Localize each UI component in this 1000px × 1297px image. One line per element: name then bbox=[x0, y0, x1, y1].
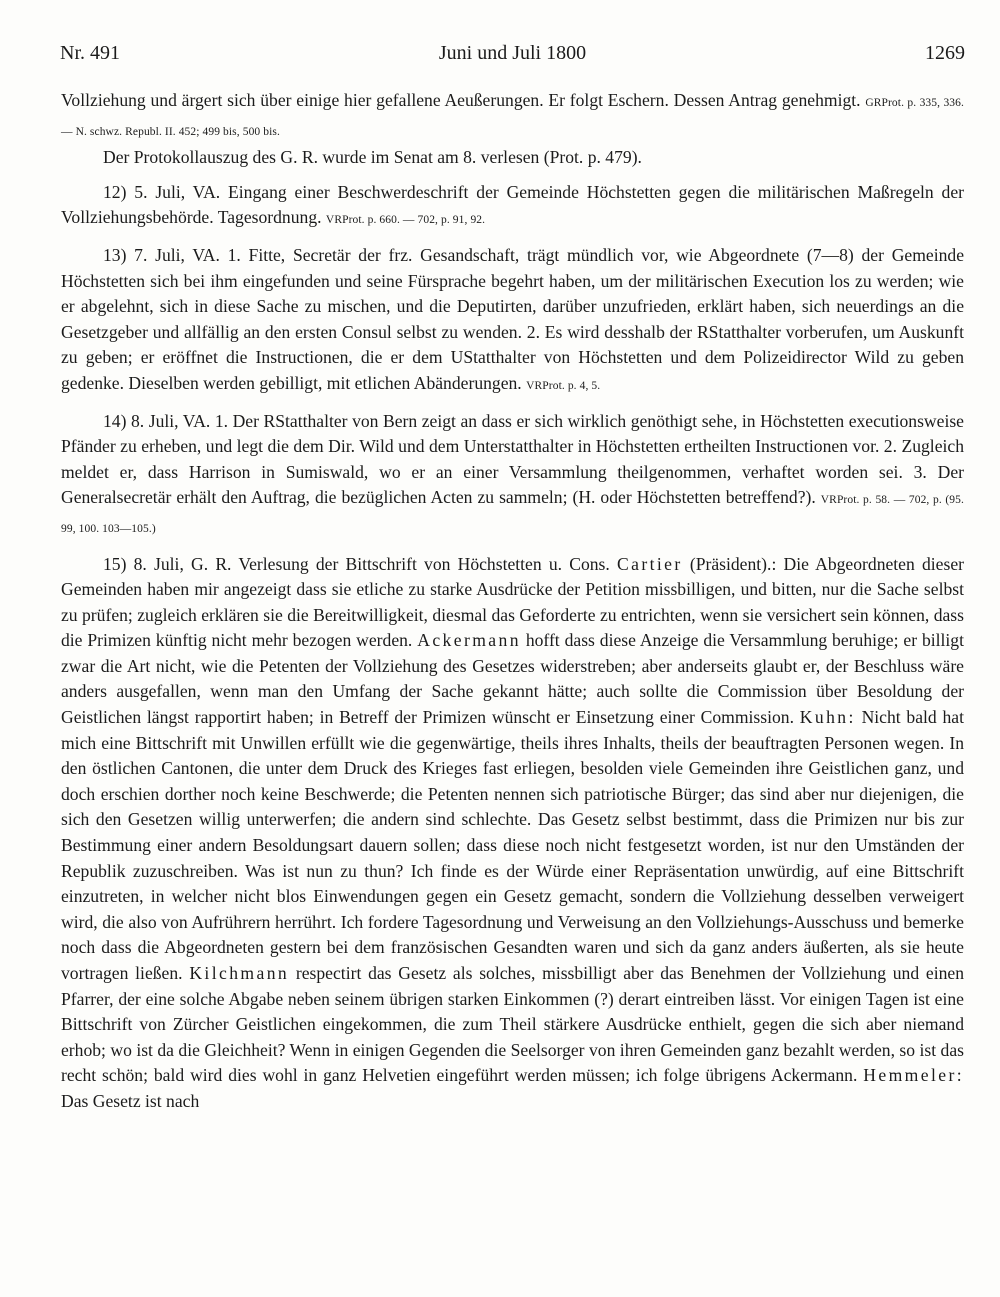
speaker-name: Hemmeler: bbox=[863, 1065, 964, 1086]
document-number: Nr. 491 bbox=[60, 42, 120, 64]
paragraph-text: hofft dass diese Anzeige die Versammlung beruhige; er billigt zwar die Art nicht, wie die Petenten der Vollziehung des Gesetzes widerstreben; aber anderseits glaubt er, der Beschluss wäre anders ausgefallen, wenn man den Umfang der Sache gekannt hätte; auch sollte die Commission über Besoldung der Geistlichen längst rapportirt haben; in Betreff der Primizen wünscht er Einsetzung einer Commission. bbox=[61, 630, 964, 728]
paragraph-text: 12) 5. Juli, VA. Eingang einer Beschwerdeschrift der Gemeinde Höchstetten gegen die militärischen Maßregeln der Vollziehungsbehörde. Tagesordnung. bbox=[61, 181, 964, 228]
page-number: 1269 bbox=[925, 42, 965, 64]
running-title: Juni und Juli 1800 bbox=[438, 42, 587, 64]
source-reference: VRProt. p. 4, 5. bbox=[526, 379, 601, 392]
paragraph-text: Das Gesetz ist nach bbox=[61, 1090, 200, 1111]
entry-13 bbox=[61, 243, 964, 400]
paragraph-text: respectirt das Gesetz als solches, missbilligt aber das Benehmen der Vollziehung und einen Pfarrer, der eine solche Abgabe neben seinem übrigen starken Einkommen (?) derart eintreiben lässt. Vor einigen Tagen ist eine Bittschrift von Zürcher Geistlichen eingekommen, die zum Theil stärkere Ausdrücke enthielt, gegen die sich aber niemand erhob; wo ist da die Gleichheit? Wenn in einigen Gegenden die Seelsorger von ihren Gemeinden ganz bezahlt werden, so ist das recht schön; bald wird dies wohl in ganz Helvetien eingeführt werden müssen; ich folge übrigens Ackermann. bbox=[61, 963, 965, 1086]
paragraph-text: Der Protokollauszug des G. R. wurde im Senat am 8. verlesen (Prot. p. 479). bbox=[103, 147, 642, 168]
paragraph-text: 13) 7. Juli, VA. 1. Fitte, Secretär der frz. Gesandschaft, trägt mündlich vor, wie Abgeordnete (7—8) der Gemeinde Höchstetten sich bei ihm eingefunden und seine Fürsprache begehrt haben, um der militärischen Execution los zu werden; wie er abgelehnt, sich in diese Sache zu mischen, und die Deputirten, darüber unzufrieden, erklärt haben, sich neuerdings an die Gesetzgeber und allfällig an den ersten Consul selbst zu wenden. 2. Es wird desshalb der RStatthalter vorberufen, um Auskunft zu geben; er eröffnet die Instructionen, die er dem UStatthalter von Höchstetten und dem Polizeidirector Wild zu geben gedenke. Dieselben werden gebilligt, mit etlichen Abänderungen. bbox=[61, 244, 964, 393]
speaker-name: Kilchmann bbox=[189, 963, 290, 983]
entry-12 bbox=[61, 180, 964, 234]
speaker-name: Cartier bbox=[617, 553, 683, 574]
source-reference: VRProt. p. 660. — 702, p. 91, 92. bbox=[325, 214, 486, 227]
body-text bbox=[61, 88, 964, 1115]
paragraph-text: (Präsident).: Die Abgeordneten dieser Gemeinden haben mir angezeigt dass sie etliche zu starke Ausdrücke der Petition missbilligen, und bitten, nur die Sache selbst zu prüfen; zugleich erklären sie die Bereitwilligkeit, diesmal das Geforderte zu entrichten, wenn sie versichert sein können, dass die Primizen künftig nicht mehr bezogen werden. bbox=[61, 553, 964, 651]
entry-14 bbox=[61, 409, 964, 543]
paragraph-text: 15) 8. Juli, G. R. Verlesung der Bittschrift von Höchstetten u. Cons. bbox=[103, 553, 610, 574]
paragraph-continuation bbox=[61, 88, 964, 145]
paragraph-text: Nicht bald hat mich eine Bittschrift mit Unwillen erfüllt wie die gegenwärtige, theils ihres Inhalts, theils der beauftragten Personen wegen. In den östlichen Cantonen, die unter dem Druck des Krieges fast erliegen, besolden viele Gemeinden ihre Geistlichen ganz, und doch erschien dorther noch keine Beschwerde; die Petenten nennen sich patriotische Bürger; das sind aber nur diejenigen, die sich den Gesetzen willig unterwerfen; die andern sind schlechte. Das Gesetz selbst bestimmt, dass die Primizen nur bis zur Bestimmung einer andern Besoldungsart dauern sollen; dass diese noch nicht festgesetzt worden, ist nur den Umständen der Republik zuzuschreiben. Was ist nun zu thun? Ich finde es der Würde einer Repräsentation unwürdig, auf eine Bittschrift einzutreten, in welcher nicht blos Einwendungen gegen ein Gesetz gemacht, sondern die Vollziehung desselben verweigert wird, die also von Aufrührern herrührt. Ich fordere Tagesordnung und Verweisung an den Vollziehungs-Ausschuss und bemerke noch dass die Abgeordneten gestern bei dem französischen Gesandten waren und sich da ganz anders äußerten, als sie heute vortragen ließen. bbox=[61, 707, 964, 983]
paragraph-text: 14) 8. Juli, VA. 1. Der RStatthalter von Bern zeigt an dass er sich wirklich genöthigt sehe, in Höchstetten executionsweise Pfänder zu erheben, und legt die dem Dir. Wild und dem Unterstatthalter in Höchstetten ertheilten Instructionen vor. 2. Zugleich meldet er, dass Harrison in Sumiswald, wo er an einer Versammlung theilgenommen, verhaftet worden sei. 3. Der Generalsecretär erhält den Auftrag, die bezüglichen Acten zu sammeln; (H. oder Höchstetten betreffend?). bbox=[61, 410, 964, 508]
page-header bbox=[60, 42, 965, 76]
speaker-name: Ackermann bbox=[417, 630, 521, 651]
source-reference: VRProt. p. 58. — 702, p. (95. 99, 100. 103—105.) bbox=[61, 494, 964, 535]
paragraph-protocol bbox=[61, 145, 964, 171]
source-reference: GRProt. p. 335, 336. — N. schwz. Republ. II. 452; 499 bis, 500 bis. bbox=[61, 97, 964, 138]
speaker-name: Kuhn: bbox=[799, 707, 856, 728]
paragraph-text: Vollziehung und ärgert sich über einige hier gefallene Aeußerungen. Er folgt Eschern. Dessen Antrag genehmigt. bbox=[61, 90, 861, 110]
entry-15 bbox=[61, 552, 964, 1115]
